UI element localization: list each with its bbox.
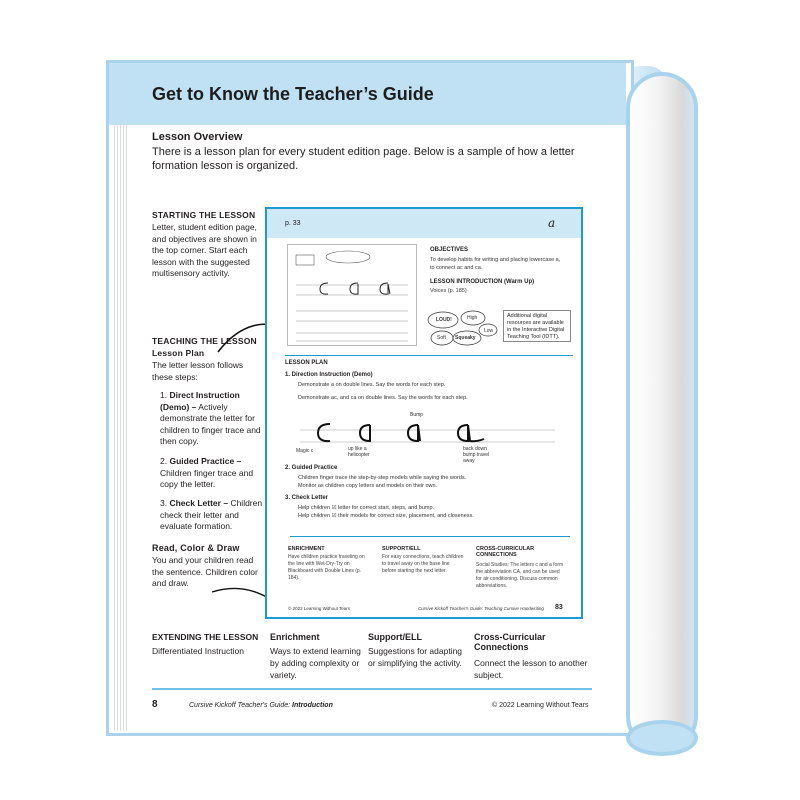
page-title: Get to Know the Teacher’s Guide <box>152 84 434 104</box>
check-heading: 3. Check Letter <box>285 495 329 501</box>
support-col-heading: SUPPORT/ELL <box>382 546 421 552</box>
enrich-col-heading: ENRICHMENT <box>288 546 325 552</box>
voice-soft: Soft <box>437 335 446 341</box>
guided-text-1: Children finger trace the step-by-step models while saying the words. <box>298 475 467 481</box>
enrichment-text: Ways to extend learning by adding complexity or variety. <box>270 646 361 680</box>
objectives-heading: OBJECTIVES <box>430 247 469 253</box>
digital-resources-note: Additional digital resources are available in the Interactive Digital Teaching Tool (IDTT). <box>503 310 571 342</box>
cross-heading: Cross-Curricular Connections <box>474 632 546 652</box>
check-text-2: Help children ☑ their models for correct size, placement, and closeness. <box>298 513 474 519</box>
rcd-heading: Read, Color & Draw <box>152 543 240 553</box>
direct-heading: 1. Direction Instruction (Demo) <box>285 372 373 378</box>
page-number: 8 <box>152 699 158 710</box>
sample-divider <box>285 355 573 356</box>
extending-text: Differentiated Instruction <box>152 646 244 656</box>
support-col-text: For easy connections, teach children to travel away on the base line before starting the next letter. <box>382 554 464 574</box>
support-heading: Support/ELL <box>368 632 422 642</box>
step-text: Children check their letter and evaluate formation. <box>160 498 263 531</box>
teaching-subheading: Lesson Plan <box>152 348 205 358</box>
step-text: Actively demonstrate the letter for children to finger trace and then copy. <box>160 401 261 446</box>
cross-text: Connect the lesson to another subject. <box>474 658 588 680</box>
student-page-thumbnail <box>287 244 417 346</box>
voice-high: High <box>467 315 478 321</box>
teaching-text: The letter lesson follows these steps: <box>152 360 244 382</box>
sample-footer-left: © 2022 Learning Without Tears <box>288 606 351 611</box>
check-text-1: Help children ☑ letter for correct start, steps, and bump. <box>298 505 435 511</box>
sample-header-band <box>267 209 581 238</box>
teaching-heading: TEACHING THE LESSON <box>152 336 257 346</box>
stroke-label-2: up like a helicopter <box>348 446 370 458</box>
voice-low: Low <box>484 328 494 334</box>
objectives-text-2: to connect ac and ca. <box>430 265 483 271</box>
stroke-label-4: back down bump travel away <box>463 446 490 464</box>
overview-heading: Lesson Overview <box>152 131 243 143</box>
sample-letter: a <box>548 216 556 230</box>
sample-footer-right: Cursive Kickoff Teacher's Guide: Teaching Cursive Handwriting <box>418 606 544 611</box>
thumbnail-drawing <box>288 245 416 345</box>
step-title: Check Letter – <box>169 498 229 508</box>
guided-heading: 2. Guided Practice <box>285 465 338 471</box>
sample-page-ref: p. 33 <box>285 220 301 227</box>
stroke-label-1: Magic c <box>296 448 314 454</box>
step-number: 2. <box>160 456 168 466</box>
footer-section: Introduction <box>292 702 333 709</box>
sample-page-number: 83 <box>555 604 563 611</box>
warmup-heading: LESSON INTRODUCTION (Warm Up) <box>430 279 535 285</box>
guided-text-2: Monitor as children copy letters and models on their own. <box>298 483 438 489</box>
cross-col-text: Social Studies: The letters c and a form the abbreviation CA, and can be used for air conditioning. Discuss common abbreviations. <box>476 562 564 589</box>
stroke-demo <box>300 420 555 444</box>
voice-squeaky: Squeaky <box>455 335 476 341</box>
lesson-plan-heading: LESSON PLAN <box>285 360 328 366</box>
footer-book-title: Cursive Kickoff Teacher's Guide: <box>189 702 291 709</box>
cross-col-heading: CROSS-CURRICULAR CONNECTIONS <box>476 546 535 558</box>
columns-divider <box>290 536 570 537</box>
overview-text: There is a lesson plan for every student edition page. Below is a sample of how a letter formation lesson is organized. <box>152 146 575 172</box>
stroke-label-3: Bump <box>410 412 424 418</box>
step-title: Guided Practice – <box>169 456 242 466</box>
support-text: Suggestions for adapting or simplifying the activity. <box>368 646 463 668</box>
step-text: Children finger trace and copy the letter. <box>160 467 254 489</box>
voice-loud: LOUD! <box>436 317 452 323</box>
footer-copyright: © 2022 Learning Without Tears <box>492 702 589 709</box>
rcd-text: You and your children read the sentence. Children color and draw. <box>152 555 258 588</box>
extending-heading: EXTENDING THE LESSON <box>152 632 259 642</box>
footer-title <box>189 702 333 709</box>
starting-heading: STARTING THE LESSON <box>152 210 256 220</box>
enrich-col-text: Have children practice traveling on the line with Wet-Dry-Try on Blackboard with Double Lines (p. 184). <box>288 554 365 581</box>
direct-text-2: Demonstrate ac, and ca on double lines. Say the words for each step. <box>298 395 468 401</box>
enrichment-heading: Enrichment <box>270 632 320 642</box>
starting-text: Letter, student edition page, and objectives are shown in the top corner. Start each lesson with the suggested multisensory activity. <box>152 222 257 278</box>
warmup-text: Voices (p. 185) <box>430 288 467 294</box>
step-number: 1. <box>160 390 168 400</box>
step-title: Direct Instruction (Demo) – <box>160 390 240 412</box>
objectives-text-1: To develop habits for writing and placing lowercase a, <box>430 257 561 263</box>
direct-text-1: Demonstrate a on double lines. Say the words for each step. <box>298 382 446 388</box>
step-number: 3. <box>160 498 168 508</box>
footer-rule <box>152 688 592 690</box>
